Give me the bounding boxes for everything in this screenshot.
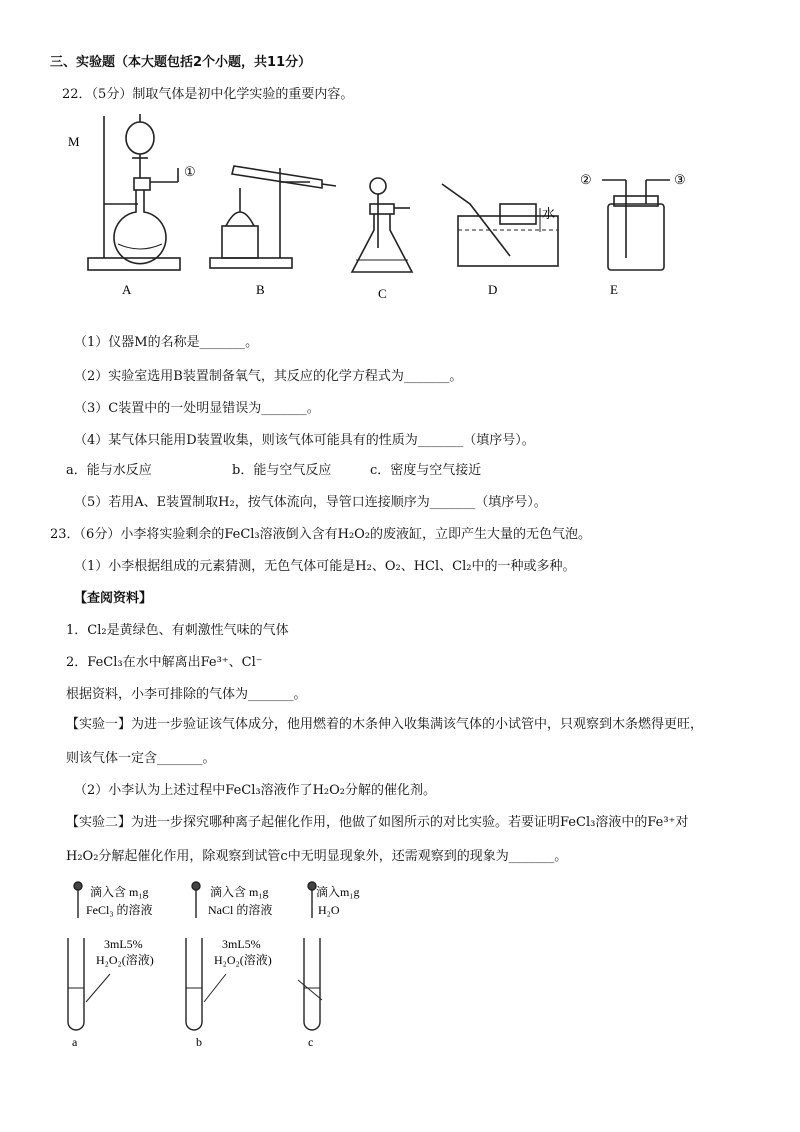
q22-stem: 22．（5分）制取气体是初中化学实验的重要内容。 [62,87,354,102]
tube-b-reagent-line2: NaCl 的溶液 [208,903,273,917]
stand-base-a [88,258,180,270]
q23-exp2-line2: H₂O₂分解起催化作用，除观察到试管c中无明显现象外，还需观察到的现象为_______。 [66,849,568,864]
q22-option-a: a．能与水反应 [66,463,152,478]
tube-a-solution-line2: H₂O₂(溶液) [96,953,154,967]
q23-reference-1: 1．Cl₂是黄绿色、有刺激性气味的气体 [66,623,289,638]
caption-e: E [610,282,618,297]
q23-exp1-line2: 则该气体一定含_______。 [66,751,216,766]
q23-exclude: 根据资料，小李可排除的气体为_______。 [66,687,307,702]
apparatus-drawing [60,108,740,308]
q22-part4: （4）某气体只能用D装置收集，则该气体可能具有的性质为_______（填序号）。 [74,433,535,448]
q23-reference-title: 【查阅资料】 [74,591,153,606]
q23-stem: 23．（6分）小李将实验剩余的FeCl₃溶液倒入含有H₂O₂的废液缸，立即产生大量的无色气泡。 [50,527,592,542]
q22-part5: （5）若用A、E装置制取H₂，按气体流向，导管口连接顺序为_______（填序号）。 [74,495,547,510]
q22-apparatus-figure [60,108,740,308]
tube-b-label: b [196,1035,202,1049]
tube-b-solution-line2: H₂O₂(溶液) [214,953,272,967]
q22-part1: （1）仪器M的名称是_______。 [74,335,259,350]
tube-a-solution-line1: 3mL5% [104,937,143,951]
q23-part2: （2）小李认为上述过程中FeCl₃溶液作了H₂O₂分解的催化剂。 [74,783,437,798]
q23-part1: （1）小李根据组成的元素猜测，无色气体可能是H₂、O₂、HCl、Cl₂中的一种或多种。 [74,559,576,574]
tube-a-reagent-line1: 滴入含 m₁g [90,885,149,899]
q22-option-b: b．能与空气反应 [232,463,332,478]
caption-c: C [378,286,387,301]
caption-a: A [122,282,132,297]
q22-part3: （3）C装置中的一处明显错误为_______。 [74,401,320,416]
caption-d: D [488,282,498,297]
tube-b-reagent-line1: 滴入含 m₁g [210,885,269,899]
port-3-label: ③ [674,172,686,187]
tube-c-reagent-line2: H₂O [318,903,340,917]
water-label: 水 [542,206,556,221]
caption-b: B [256,282,265,297]
q23-test-tube-figure [60,876,360,1056]
q23-reference-2: 2．FeCl₃在水中解离出Fe³⁺、Cl⁻ [66,655,263,670]
tube-c-reagent-line1: 滴入m₁g [316,885,360,899]
tube-a-label: a [72,1035,78,1049]
section-title: 三、实验题（本大题包括2个小题，共11分） [50,55,312,70]
label-m: M [68,134,80,149]
port-2-label: ② [580,172,592,187]
q23-exp2-line1: 【实验二】为进一步探究哪种离子起催化作用，他做了如图所示的对比实验。若要证明FeCl₃溶液中的Fe³⁺对 [66,815,689,830]
test-tube-drawing [60,876,360,1056]
port-1-label: ① [184,164,196,179]
tube-a-reagent-line2: FeCl₃ 的溶液 [86,903,153,917]
q22-option-c: c．密度与空气接近 [370,463,482,478]
tube-c-label: c [308,1035,314,1049]
tube-b-solution-line1: 3mL5% [222,937,261,951]
q23-exp1-line1: 【实验一】为进一步验证该气体成分，他用燃着的木条伸入收集满该气体的小试管中，只观察到木条燃得更旺， [66,717,704,732]
q22-part2: （2）实验室选用B装置制备氧气，其反应的化学方程式为_______。 [74,369,463,384]
